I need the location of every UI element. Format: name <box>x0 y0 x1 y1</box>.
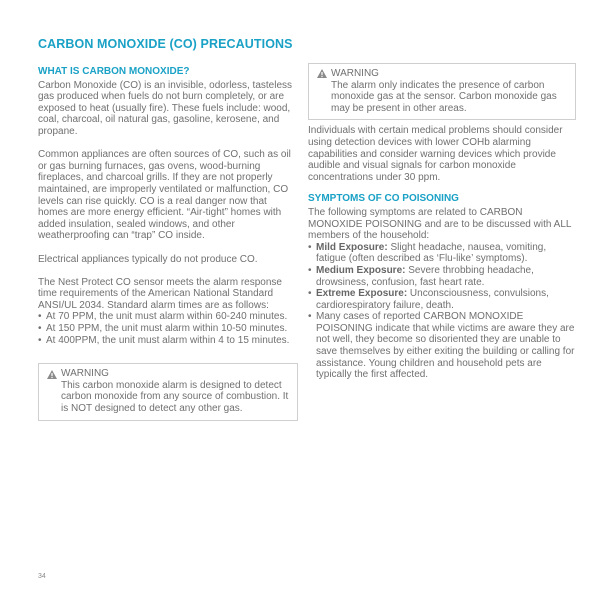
symptoms-intro-paragraph: The following symptoms are related to CARBON MONOXIDE POISONING and are to be discussed with ALL members of the household: <box>308 206 572 242</box>
medical-problems-paragraph: Individuals with certain medical problems should consider using detection devices with lower COHb alarming capabilities and consider warning devices which provide audible and visual signals for carbon monoxide concentrations under 30 ppm. <box>308 125 563 183</box>
warning-box <box>38 363 298 420</box>
list-item: • Medium Exposure: Severe throbbing headache, drowsiness, confusion, fast heart rate. <box>308 264 534 288</box>
list-item: • Extreme Exposure: Unconsciousness, convulsions, cardiorespiratory failure, death. <box>308 288 549 311</box>
sensor-standard-paragraph: The Nest Protect CO sensor meets the alarm response time requirements of the American National Standard ANSI/UL 2034. Standard alarm times are as follows: <box>38 276 282 311</box>
electrical-appliances-paragraph: Electrical appliances typically do not produce CO. <box>38 253 258 265</box>
warning-label: WARNING <box>331 68 379 79</box>
page-title: CARBON MONOXIDE (CO) PRECAUTIONS <box>38 37 293 51</box>
warning-header <box>317 68 567 80</box>
warning-header <box>47 368 289 380</box>
section-heading-what-is-co: WHAT IS CARBON MONOXIDE? <box>38 66 190 77</box>
page-number: 34 <box>38 573 46 580</box>
left-column <box>38 66 298 421</box>
list-item: • Mild Exposure: Slight headache, nausea, vomiting, fatigue (often described as ‘Flu-like’ symptoms). <box>308 241 547 265</box>
warning-text: This carbon monoxide alarm is designed to detect carbon monoxide from any source of combustion. It is NOT designed to detect any other gas. <box>61 379 289 415</box>
warning-label: WARNING <box>61 368 109 380</box>
warning-triangle-icon <box>317 69 327 78</box>
warning-triangle-icon <box>47 370 57 379</box>
right-column <box>308 66 576 381</box>
list-item: • At 400PPM, the unit must alarm within 4 to 15 minutes. <box>38 334 290 346</box>
list-item: • At 70 PPM, the unit must alarm within 60-240 minutes. <box>38 311 288 323</box>
warning-box <box>308 63 576 120</box>
common-appliances-paragraph: Common appliances are often sources of CO, such as oil or gas burning furnaces, gas ovens, wood-burning fireplaces, and charcoal grills. If they are not properly maintained, are improperly ventilated or malfunction, CO levels can rise quickly. CO is a real danger now that homes are more energy efficient. “Air-tight” homes with added insulation, sealed windows, and other weatherproofing can “trap” CO inside. <box>38 149 291 242</box>
co-definition-paragraph: Carbon Monoxide (CO) is an invisible, odorless, tasteless gas produced when fuels do not burn completely, or are exposed to heat (usually fire). These fuels include: wood, coal, charcoal, oil natural gas, gasoline, kerosene, and propane. <box>38 79 292 137</box>
list-item: • Many cases of reported CARBON MONOXIDE POISONING indicate that while victims are aware they are not well, they become so disoriented they are unable to save themselves by either exiting the building or calling for assistance. Young children and household pets are typically the first affected. <box>308 311 575 381</box>
warning-text: The alarm only indicates the presence of carbon monoxide gas at the sensor. Carbon monoxide gas may be present in other areas. <box>331 79 557 114</box>
list-item: • At 150 PPM, the unit must alarm within 10-50 minutes. <box>38 323 288 335</box>
section-heading-symptoms: SYMPTOMS OF CO POISONING <box>308 193 459 205</box>
